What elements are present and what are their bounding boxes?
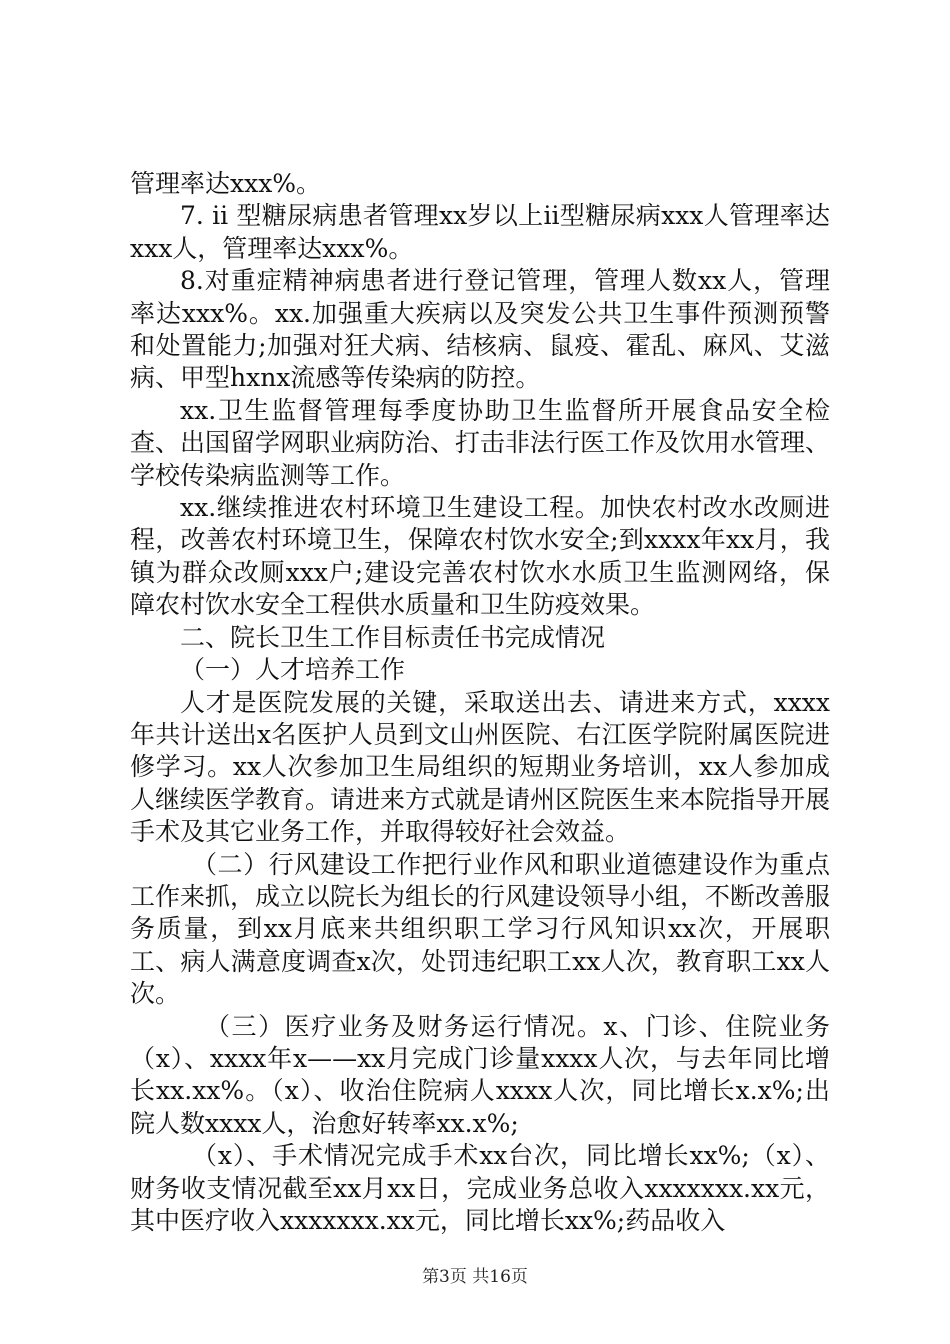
document-body [130, 168, 830, 1237]
subheading-talent: （一）人才培养工作 [180, 655, 406, 685]
paragraph-item-7: 7. ii 型糖尿病患者管理xx岁以上ii型糖尿病xxx人管理率达xxx人，管理率达xxx%。 [130, 201, 830, 263]
page-number: 第3页 共16页 [422, 1267, 528, 1287]
paragraph-continuation: 管理率达xxx%。 [130, 169, 322, 198]
section-heading-2: 二、院长卫生工作目标责任书完成情况 [180, 622, 606, 652]
paragraph-conduct: （二）行风建设工作把行业作风和职业道德建设作为重点工作来抓，成立以院长为组长的行风建设领导小组，不断改善服务质量，到xx月底来共组织职工学习行风知识xx次，开展职工、病人满意度调查x次，处罚违纪职工xx人次，教育职工xx人次。 [130, 849, 831, 1009]
paragraph-rural-sanitation: xx.继续推进农村环境卫生建设工程。加快农村改水改厕进程，改善农村环境卫生，保障农村饮水安全;到xxxx年xx月，我镇为群众改厕xxx户;建设完善农村饮水水质卫生监测网络，保障农村饮水安全工程供水质量和卫生防疫效果。 [130, 493, 830, 620]
paragraph-operations: （三）医疗业务及财务运行情况。x、门诊、住院业务（x）、xxxx年x——xx月完成门诊量xxxx人次，与去年同比增长xx.xx%。（x）、收治住院病人xxxx人次，同比增长x.x%;出院人数xxxx人，治愈好转率xx.x%; [130, 1011, 830, 1138]
paragraph-item-8: 8.对重症精神病患者进行登记管理，管理人数xx人，管理率达xxx%。xx.加强重大疾病以及突发公共卫生事件预测预警和处置能力;加强对狂犬病、结核病、鼠疫、霍乱、麻风、艾滋病、甲型hxnx流感等传染病的防控。 [130, 266, 830, 393]
paragraph-health-supervision: xx.卫生监督管理每季度协助卫生监督所开展食品安全检查、出国留学网职业病防治、打击非法行医工作及饮用水管理、学校传染病监测等工作。 [130, 395, 831, 490]
paragraph-finance: （x）、手术情况完成手术xx台次，同比增长xx%;（x）、财务收支情况截至xx月xx日，完成业务总收入xxxxxxx.xx元，其中医疗收入xxxxxxx.xx元，同比增长xx%;药品收入 [130, 1141, 830, 1235]
paragraph-talent: 人才是医院发展的关键，采取送出去、请进来方式，xxxx年共计送出x名医护人员到文山州医院、右江医学院附属医院进修学习。xx人次参加卫生局组织的短期业务培训，xx人参加成人继续医学教育。请进来方式就是请州区院医生来本院指导开展手术及其它业务工作，并取得较好社会效益。 [130, 687, 831, 847]
